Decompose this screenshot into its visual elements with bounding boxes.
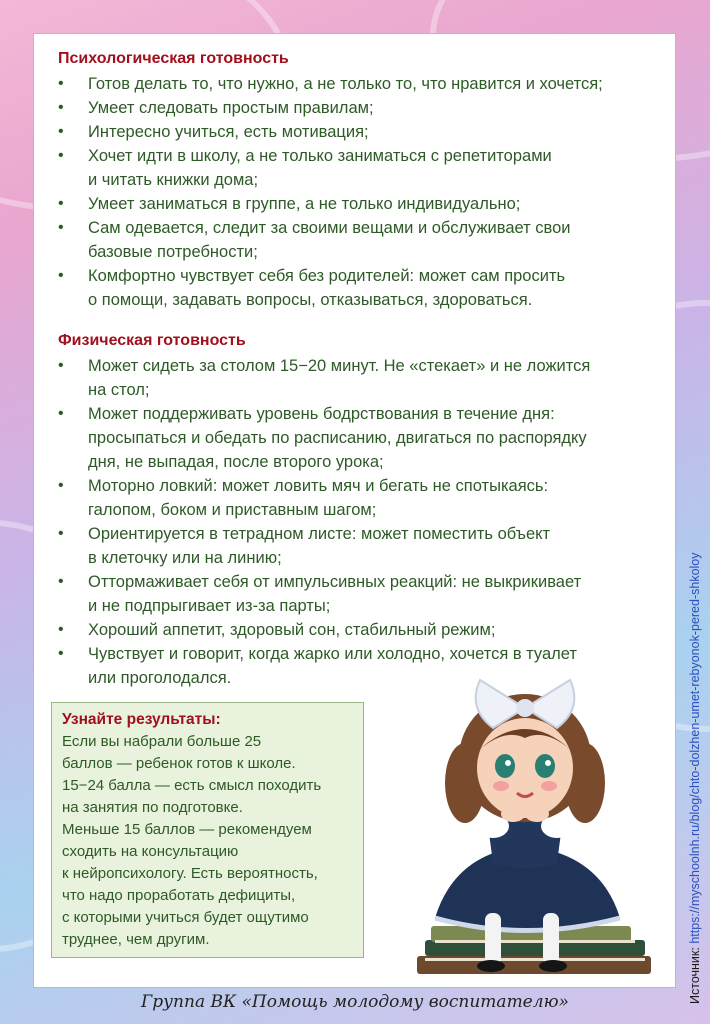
footer-group-name: Группа ВК «Помощь молодому воспитателю» [141,992,569,1012]
list-item: • Интересно учиться, есть мотивация; [58,120,658,144]
list-item: • Ориентируется в тетрадном листе: может поместить объект в клеточку или на линию; [58,522,658,570]
list-item: • Хороший аппетит, здоровый сон, стабильный режим; [58,618,658,642]
list-item: • Оттормаживает себя от импульсивных реакций: не выкрикивает и не подпрыгивает из-за парты; [58,570,658,618]
list-item: • Умеет заниматься в группе, а не только индивидуально; [58,192,658,216]
list-item: • Хочет идти в школу, а не только заниматься с репетиторами и читать книжки дома; [58,144,658,192]
list-item: • Может поддерживать уровень бодрствования в течение дня: просыпаться и обедать по расписанию, двигаться по распорядку дня, не выпадая, после второго урока; [58,402,658,474]
psychological-readiness-title: Психологическая готовность [58,50,289,67]
list-item: • Может сидеть за столом 15−20 минут. Не «стекает» и не ложится на стол; [58,354,658,402]
source-link[interactable] [688,552,702,1004]
physical-readiness-list [58,354,658,690]
source-url[interactable]: https://myschoolnh.ru/blog/chto-dolzhen-umet-rebyonok-pered-shkoloy [688,552,702,944]
source-label: Источник: [688,947,702,1004]
list-item: • Умеет следовать простым правилам; [58,96,658,120]
list-item: • Сам одевается, следит за своими вещами и обслуживает свои базовые потребности; [58,216,658,264]
list-item: • Чувствует и говорит, когда жарко или холодно, хочется в туалет или проголодался. [58,642,658,690]
results-box [51,702,364,958]
girl-on-books-illustration [375,668,675,988]
psychological-readiness-list [58,72,658,312]
list-item: • Моторно ловкий: может ловить мяч и бегать не спотыкаясь: галопом, боком и приставным шагом; [58,474,658,522]
physical-readiness-title: Физическая готовность [58,332,246,349]
list-item: • Комфортно чувствует себя без родителей: может сам просить о помощи, задавать вопросы, отказываться, здороваться. [58,264,658,312]
results-text: Если вы набрали больше 25 баллов — ребенок готов к школе. 15−24 балла — есть смысл походить на занятия по подготовке. Меньше 15 баллов — рекомендуем сходить на консультацию к нейропсихологу. Есть вероятность, что надо проработать дефициты, с которыми учиться будет ощутимо труднее, чем другим. [62,733,322,948]
list-item: • Готов делать то, что нужно, а не только то, что нравится и хочется; [58,72,658,96]
results-title: Узнайте результаты: [62,711,221,728]
